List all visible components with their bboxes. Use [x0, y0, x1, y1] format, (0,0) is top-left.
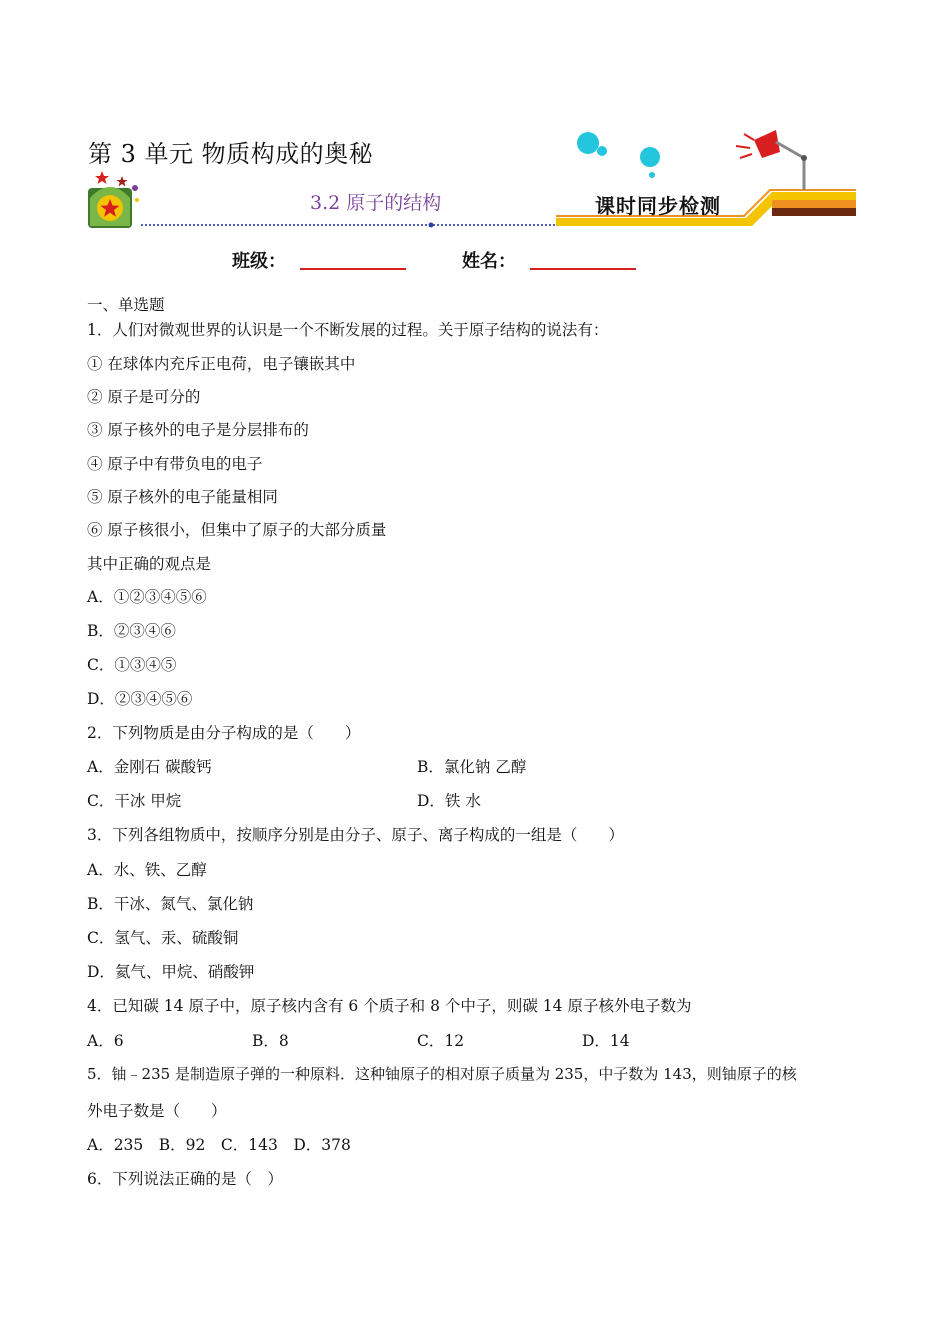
question-4-option-c: C．12 [417, 1032, 465, 1050]
name-label: 姓名： [462, 251, 516, 272]
question-3-option-c: C．氢气、汞、硫酸铜 [87, 929, 239, 947]
question-4-option-b: B．8 [252, 1032, 289, 1050]
question-5-stem: 5．铀﹣235 是制造原子弹的一种原料．这种铀原子的相对原子质量为 235，中子数为 143，则铀原子的核 [87, 1065, 797, 1083]
question-2-option-a: A．金刚石 碳酸钙 [87, 758, 212, 776]
lamp-icon [736, 130, 807, 190]
tag-label: 课时同步检测 [595, 194, 721, 218]
question-5-options: A．235 B．92 C．143 D．378 [87, 1136, 351, 1154]
question-2-option-b: B．氯化钠 乙醇 [417, 758, 527, 776]
question-1-item: ⑤ 原子核外的电子能量相同 [87, 488, 278, 506]
header-banner [86, 128, 856, 233]
question-1-prompt: 其中正确的观点是 [87, 555, 212, 573]
unit-title: 第 3 单元 物质构成的奥秘 [88, 140, 374, 168]
question-3-stem: 3．下列各组物质中，按顺序分别是由分子、原子、离子构成的一组是（ ） [87, 826, 624, 844]
question-5-stem-continued: 外电子数是（ ） [87, 1102, 227, 1120]
question-1-stem: 1．人们对微观世界的认识是一个不断发展的过程。关于原子结构的说法有： [87, 321, 609, 339]
class-label: 班级： [232, 251, 286, 272]
question-1-item: ⑥ 原子核很小，但集中了原子的大部分质量 [87, 521, 387, 539]
lesson-title: 3.2 原子的结构 [310, 192, 442, 214]
question-4-stem: 4．已知碳 14 原子中，原子核内含有 6 个质子和 8 个中子，则碳 14 原子核外电子数为 [87, 997, 692, 1015]
question-3-option-b: B．干冰、氮气、氯化钠 [87, 895, 254, 913]
question-3-option-a: A．水、铁、乙醇 [87, 861, 207, 879]
question-1-option-d: D．②③④⑤⑥ [87, 690, 193, 708]
question-1-item: ② 原子是可分的 [87, 388, 201, 406]
question-2-stem: 2．下列物质是由分子构成的是（ ） [87, 724, 361, 742]
name-blank[interactable] [530, 268, 636, 270]
question-1-item: ④ 原子中有带负电的电子 [87, 455, 263, 473]
section-heading: 一、单选题 [87, 296, 165, 314]
question-6-stem: 6．下列说法正确的是（ ） [87, 1170, 283, 1188]
question-2-option-c: C．干冰 甲烷 [87, 792, 182, 810]
star-emblem-icon [88, 171, 139, 228]
question-3-option-d: D．氦气、甲烷、硝酸钾 [87, 963, 255, 981]
question-1-option-a: A．①②③④⑤⑥ [87, 588, 207, 606]
class-blank[interactable] [300, 268, 406, 270]
question-4-option-d: D．14 [582, 1032, 630, 1050]
question-1-option-c: C．①③④⑤ [87, 656, 177, 674]
question-4-option-a: A．6 [87, 1032, 124, 1050]
question-1-option-b: B．②③④⑥ [87, 622, 176, 640]
question-1-item: ③ 原子核外的电子是分层排布的 [87, 421, 309, 439]
question-1-item: ① 在球体内充斥正电荷，电子镶嵌其中 [87, 355, 356, 373]
question-2-option-d: D．铁 水 [417, 792, 481, 810]
